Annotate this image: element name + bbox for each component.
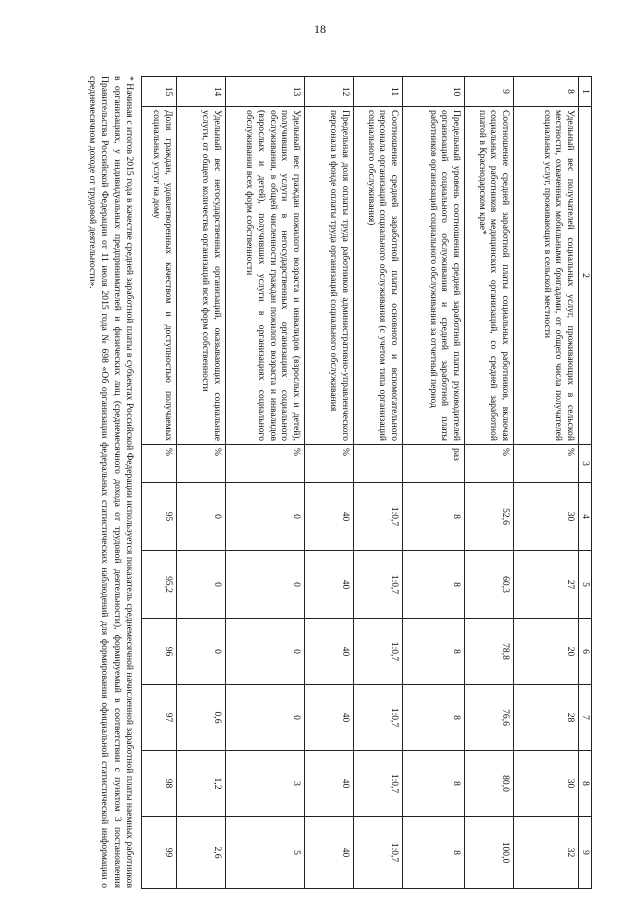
unit-cell: раз: [403, 445, 465, 483]
header-cell: 7: [579, 685, 592, 751]
row-number: 8: [514, 77, 579, 107]
row-number: 9: [465, 77, 514, 107]
value-cell: 20: [514, 619, 579, 685]
header-cell: 4: [579, 483, 592, 551]
table-row: [305, 77, 354, 889]
row-number: 10: [403, 77, 465, 107]
indicator-name: Доля граждан, удовлетворенных качеством и доступностью получаемых социальных услуг на дому: [142, 107, 177, 445]
unit-cell: %: [514, 445, 579, 483]
indicator-name: Предельный уровень соотношения средней заработной платы руководителей организаций социального обслуживания и средней заработной платы работников организаций социального обслуживания за отчетный период: [403, 107, 465, 445]
table-header-row: [579, 77, 592, 889]
indicator-name: Соотношение средней заработной платы основного и вспомогательного персонала организаций социального обслуживания (с учетом типа организаций социального обслуживания): [354, 107, 403, 445]
rotated-landscape-content: [44, 76, 592, 888]
value-cell: 40: [305, 685, 354, 751]
value-cell: 98: [142, 751, 177, 817]
value-cell: 8: [403, 551, 465, 619]
value-cell: 2,6: [177, 817, 226, 889]
table-row: [177, 77, 226, 889]
header-cell: 1: [579, 77, 592, 107]
value-cell: 1,2: [177, 751, 226, 817]
row-number: 13: [226, 77, 305, 107]
value-cell: 8: [403, 751, 465, 817]
value-cell: 0: [226, 619, 305, 685]
indicators-table: [141, 76, 592, 889]
value-cell: 97: [142, 685, 177, 751]
page-number: 18: [314, 22, 326, 36]
unit-cell: %: [142, 445, 177, 483]
unit-cell: %: [177, 445, 226, 483]
row-number: 12: [305, 77, 354, 107]
value-cell: 27: [514, 551, 579, 619]
unit-cell: %: [226, 445, 305, 483]
value-cell: 40: [305, 817, 354, 889]
table-row: [226, 77, 305, 889]
value-cell: 0: [177, 551, 226, 619]
indicator-name: Предельная доля оплаты труда работников административно-управленческого персонала в фонде оплаты труда организаций социального обслуживания: [305, 107, 354, 445]
value-cell: 96: [142, 619, 177, 685]
value-cell: 1:0,7: [354, 751, 403, 817]
value-cell: 32: [514, 817, 579, 889]
header-cell: 6: [579, 619, 592, 685]
value-cell: 40: [305, 551, 354, 619]
value-cell: 0: [177, 483, 226, 551]
row-number: 11: [354, 77, 403, 107]
header-cell: 3: [579, 445, 592, 483]
value-cell: 3: [226, 751, 305, 817]
table-row: [403, 77, 465, 889]
indicator-name: Удельный вес граждан пожилого возраста и инвалидов (взрослых и детей), получивших услуги в негосударственных организациях социального обслуживания, в общей численности граждан пожилого возраста и инвалидов (взрослых и детей), получивших услуги в организациях социального обслуживания всех форм собственности: [226, 107, 305, 445]
header-cell: 8: [579, 751, 592, 817]
value-cell: 95,2: [142, 551, 177, 619]
table-row: [354, 77, 403, 889]
value-cell: 30: [514, 483, 579, 551]
value-cell: 52,6: [465, 483, 514, 551]
value-cell: 8: [403, 619, 465, 685]
indicator-name: Удельный вес негосударственных организаций, оказывающих социальные услуги, от общего количества организаций всех форм собственности: [177, 107, 226, 445]
value-cell: 60,3: [465, 551, 514, 619]
value-cell: 8: [403, 817, 465, 889]
value-cell: 1:0,7: [354, 483, 403, 551]
unit-cell: %: [305, 445, 354, 483]
table-row: [465, 77, 514, 889]
row-number: 15: [142, 77, 177, 107]
value-cell: 8: [403, 685, 465, 751]
value-cell: 40: [305, 619, 354, 685]
value-cell: 1:0,7: [354, 817, 403, 889]
value-cell: 0: [226, 551, 305, 619]
indicator-name: Соотношение средней заработной платы социальных работников, включая социальных работников медицинских организаций, со средней заработной платой в Краснодарском крае*: [465, 107, 514, 445]
value-cell: 0: [226, 483, 305, 551]
value-cell: 80,0: [465, 751, 514, 817]
value-cell: 28: [514, 685, 579, 751]
unit-cell: [354, 445, 403, 483]
value-cell: 40: [305, 483, 354, 551]
header-cell: 2: [579, 107, 592, 445]
indicator-name: Удельный вес получателей социальных услуг, проживающих в сельской местности, охваченных мобильными бригадами, от общего числа получателей социальных услуг, проживающих в сельской местности: [514, 107, 579, 445]
value-cell: 99: [142, 817, 177, 889]
value-cell: 1:0,7: [354, 685, 403, 751]
table-row: [142, 77, 177, 889]
value-cell: 1:0,7: [354, 619, 403, 685]
footnote: * Начиная с итогов 2015 года в качестве средней заработной платы в субъектах Российской Федерации используется показатель среднемесячной начисленной заработной платы наемных работников в организациях, у индивидуальных предпринимателей и физических лиц (среднемесячного дохода от трудовой деятельности), формируемый в соответствии с пунктом 3 постановления Правительства Российской Федерации от 11 июля 2015 года № 698 «Об организации федеральных статистических наблюдений для формирования официальной статистической информации о среднемесячном доходе от трудовой деятельности».: [87, 76, 135, 888]
value-cell: 30: [514, 751, 579, 817]
header-cell: 5: [579, 551, 592, 619]
value-cell: 5: [226, 817, 305, 889]
value-cell: 8: [403, 483, 465, 551]
header-cell: 9: [579, 817, 592, 889]
value-cell: 0: [226, 685, 305, 751]
value-cell: 0,6: [177, 685, 226, 751]
value-cell: 1:0,7: [354, 551, 403, 619]
unit-cell: %: [465, 445, 514, 483]
value-cell: 100,0: [465, 817, 514, 889]
row-number: 14: [177, 77, 226, 107]
value-cell: 95: [142, 483, 177, 551]
value-cell: 0: [177, 619, 226, 685]
value-cell: 40: [305, 751, 354, 817]
value-cell: 76,6: [465, 685, 514, 751]
value-cell: 78,8: [465, 619, 514, 685]
table-row: [514, 77, 579, 889]
